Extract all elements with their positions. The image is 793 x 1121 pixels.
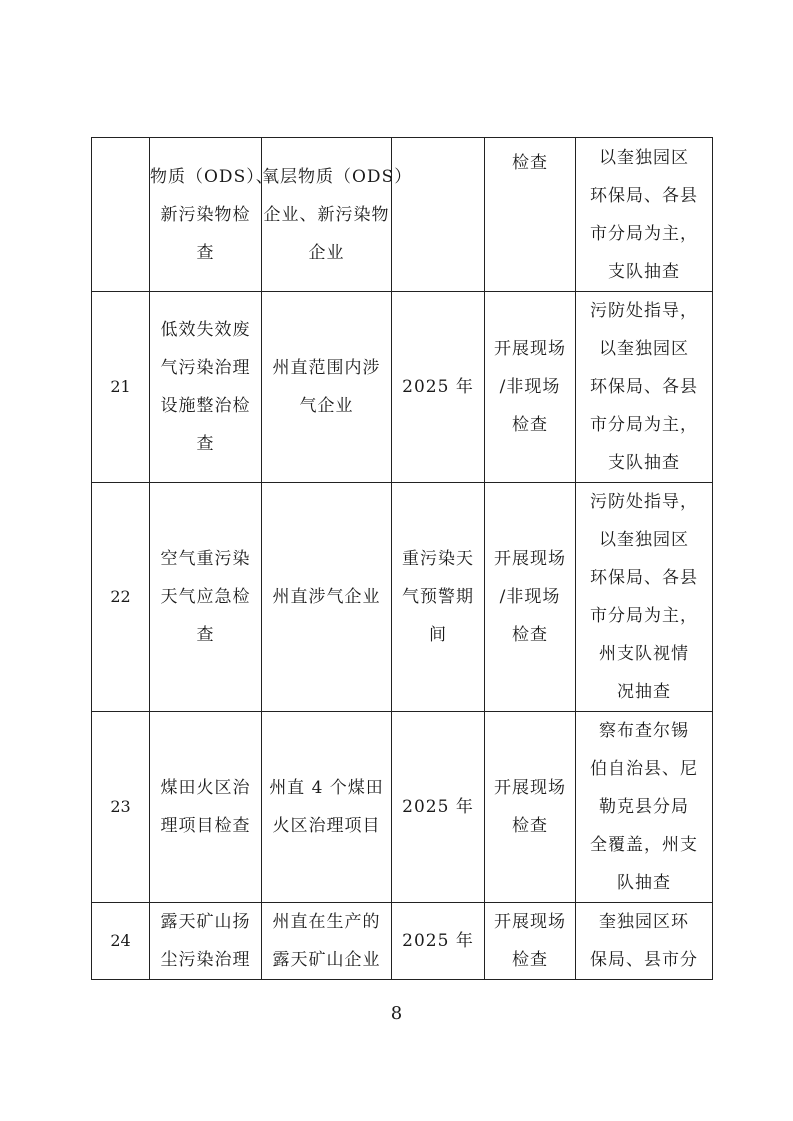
cell-item: 露天矿山扬 尘污染治理 bbox=[150, 903, 262, 980]
cell-responsible: 奎独园区环 保局、县市分 bbox=[576, 903, 713, 980]
table-row bbox=[92, 292, 713, 483]
cell-method: 开展现场 /非现场 检查 bbox=[485, 292, 576, 483]
table-row bbox=[92, 712, 713, 903]
cell-responsible: 污防处指导， 以奎独园区 环保局、各县 市分局为主， 州支队视情 况抽查 bbox=[576, 483, 713, 712]
cell-item: 低效失效废 气污染治理 设施整治检 查 bbox=[150, 292, 262, 483]
cell-scope: 氧层物质（ODS） 企业、新污染物 企业 bbox=[262, 138, 392, 292]
table-body bbox=[92, 138, 713, 980]
table-row bbox=[92, 483, 713, 712]
cell-scope: 州直范围内涉 气企业 bbox=[262, 292, 392, 483]
cell-time: 2025 年 bbox=[392, 712, 485, 903]
cell-method: 检查 bbox=[485, 138, 576, 292]
cell-method: 开展现场 /非现场 检查 bbox=[485, 483, 576, 712]
cell-item: 煤田火区治 理项目检查 bbox=[150, 712, 262, 903]
cell-no: 23 bbox=[92, 712, 150, 903]
cell-responsible: 以奎独园区 环保局、各县 市分局为主， 支队抽查 bbox=[576, 138, 713, 292]
cell-time: 2025 年 bbox=[392, 292, 485, 483]
cell-time: 2025 年 bbox=[392, 903, 485, 980]
cell-scope: 州直涉气企业 bbox=[262, 483, 392, 712]
cell-item: 空气重污染 天气应急检 查 bbox=[150, 483, 262, 712]
cell-responsible: 察布查尔锡 伯自治县、尼 勒克县分局 全覆盖，州支 队抽查 bbox=[576, 712, 713, 903]
cell-method: 开展现场 检查 bbox=[485, 903, 576, 980]
cell-time bbox=[392, 138, 485, 292]
cell-no: 21 bbox=[92, 292, 150, 483]
inspection-plan-table bbox=[91, 137, 713, 980]
cell-responsible: 污防处指导， 以奎独园区 环保局、各县 市分局为主， 支队抽查 bbox=[576, 292, 713, 483]
cell-no: 22 bbox=[92, 483, 150, 712]
cell-method: 开展现场 检查 bbox=[485, 712, 576, 903]
cell-scope: 州直在生产的 露天矿山企业 bbox=[262, 903, 392, 980]
cell-no: 24 bbox=[92, 903, 150, 980]
table-row bbox=[92, 138, 713, 292]
table-row bbox=[92, 903, 713, 980]
cell-time: 重污染天 气预警期 间 bbox=[392, 483, 485, 712]
page-number: 8 bbox=[390, 1003, 403, 1024]
cell-no bbox=[92, 138, 150, 292]
cell-scope: 州直 4 个煤田 火区治理项目 bbox=[262, 712, 392, 903]
cell-item: 物质（ODS）、 新污染物检 查 bbox=[150, 138, 262, 292]
